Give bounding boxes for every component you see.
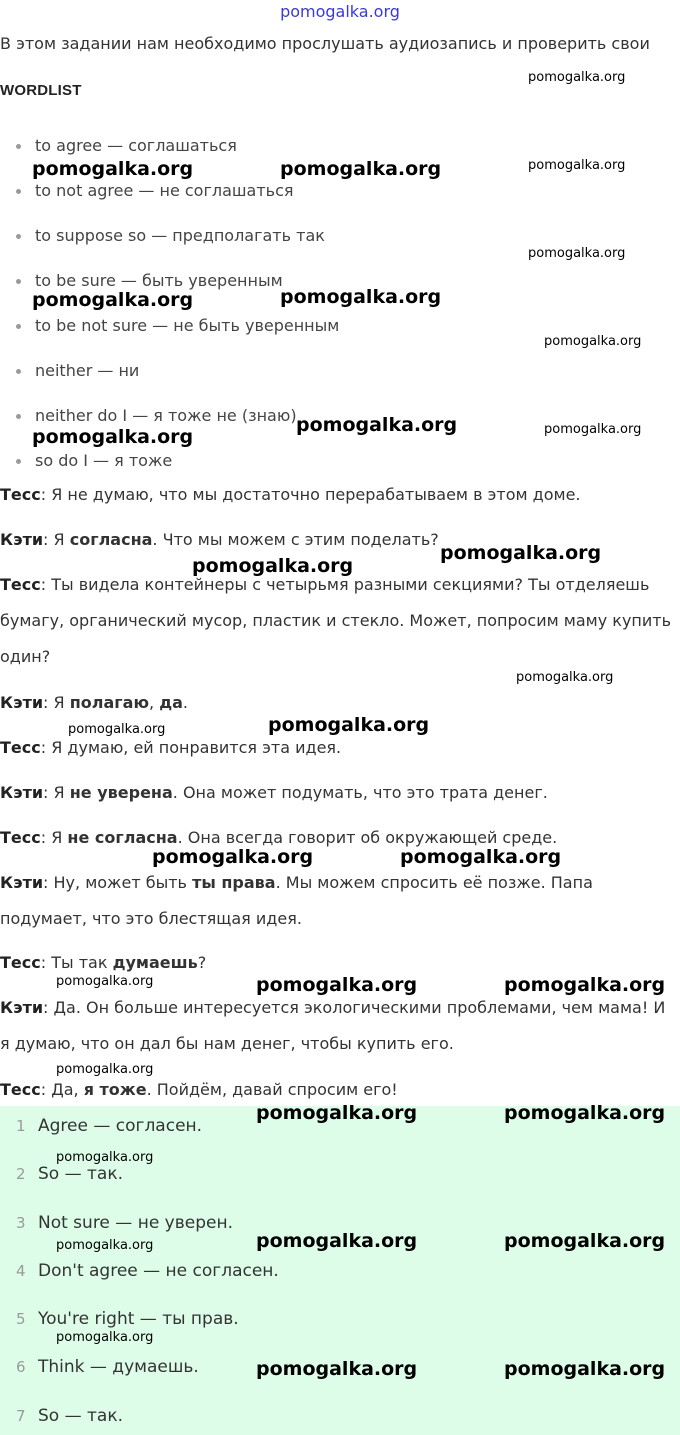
watermark: pomogalka.org: [56, 1330, 154, 1345]
dialogue-text: : Я: [40, 828, 68, 847]
bullet-dot-icon: [16, 234, 21, 239]
answer-number: 3: [16, 1214, 26, 1232]
answer-item: [16, 1357, 199, 1377]
answer-item: [16, 1261, 279, 1281]
highlighted-phrase: не уверена: [69, 783, 173, 802]
watermark: pomogalka.org: [256, 1358, 418, 1380]
watermark: pomogalka.org: [528, 246, 626, 261]
dialogue-text: : Я: [43, 693, 70, 712]
dialogue-text: . Она может подумать, что это трата денег.: [172, 783, 548, 802]
watermark: pomogalka.org: [280, 286, 442, 308]
watermark: pomogalka.org: [56, 1150, 154, 1165]
bullet-dot-icon: [16, 414, 21, 419]
watermark: pomogalka.org: [400, 846, 562, 868]
dialogue-line: [0, 477, 676, 513]
highlighted-phrase: да: [159, 693, 183, 712]
answer-number: 5: [16, 1310, 26, 1328]
dialogue-text: : Я: [43, 783, 70, 802]
intro-text: В этом задании нам необходимо прослушать аудиозапись и проверить свои: [0, 34, 650, 53]
dialogue-text: : Я не думаю, что мы достаточно перерабатываем в этом доме.: [40, 485, 581, 504]
highlighted-phrase: я тоже: [83, 1080, 147, 1099]
watermark: pomogalka.org: [56, 1062, 154, 1077]
wordlist-item: [16, 181, 294, 200]
answer-item: [16, 1164, 123, 1184]
watermark: pomogalka.org: [528, 70, 626, 85]
watermark: pomogalka.org: [256, 1230, 418, 1252]
answer-number: 7: [16, 1407, 26, 1425]
answer-item: [16, 1406, 123, 1426]
wordlist-item: [16, 226, 325, 245]
bullet-dot-icon: [16, 459, 21, 464]
highlighted-phrase: согласна: [69, 530, 153, 549]
answer-number: 1: [16, 1117, 26, 1135]
wordlist-item-text: to not agree — не соглашаться: [35, 181, 294, 200]
highlighted-phrase: ты права: [192, 873, 276, 892]
answer-text: Don't agree — не согласен.: [38, 1261, 279, 1281]
watermark: pomogalka.org: [56, 974, 154, 989]
watermark: pomogalka.org: [504, 974, 666, 996]
watermark: pomogalka.org: [504, 1230, 666, 1252]
bullet-dot-icon: [16, 324, 21, 329]
answer-text: So — так.: [38, 1406, 123, 1426]
dialogue-text: : Ты видела контейнеры с четырьмя разными секциями? Ты отделяешь бумагу, органический мусор, пластик и стекло. Может, попросим маму купить один?: [0, 575, 672, 666]
watermark: pomogalka.org: [256, 974, 418, 996]
answer-text: Agree — согласен.: [38, 1116, 203, 1136]
watermark: pomogalka.org: [56, 1238, 154, 1253]
answer-text: Not sure — не уверен.: [38, 1213, 233, 1233]
wordlist-item-text: to suppose so — предполагать так: [35, 226, 325, 245]
wordlist-item: [16, 451, 172, 470]
speaker-name: Тесс: [0, 575, 41, 594]
watermark: pomogalka.org: [280, 158, 442, 180]
dialogue-text: . Мы можем спросить её позже. Папа подумает, что это блестящая идея.: [0, 873, 593, 928]
speaker-name: Тесс: [0, 953, 41, 972]
watermark: pomogalka.org: [192, 555, 354, 577]
answer-text: So — так.: [38, 1164, 123, 1184]
watermark: pomogalka.org: [440, 542, 602, 564]
speaker-name: Кэти: [0, 693, 44, 712]
wordlist-item-text: to be not sure — не быть уверенным: [35, 316, 340, 335]
dialogue-text: ?: [197, 953, 207, 972]
watermark: pomogalka.org: [544, 334, 642, 349]
dialogue-text: : Я думаю, ей понравится эта идея.: [40, 738, 342, 757]
speaker-name: Тесс: [0, 738, 41, 757]
dialogue-text: ,: [149, 693, 160, 712]
dialogue-line: [0, 775, 676, 811]
watermark: pomogalka.org: [504, 1358, 666, 1380]
dialogue-text: .: [182, 693, 188, 712]
dialogue-text: . Что мы можем с этим поделать?: [152, 530, 439, 549]
watermark: pomogalka.org: [544, 422, 642, 437]
wordlist-item: [16, 271, 283, 290]
wordlist-item-text: so do I — я тоже: [35, 451, 173, 470]
speaker-name: Тесс: [0, 1080, 41, 1099]
highlighted-phrase: полагаю: [69, 693, 150, 712]
dialogue-text: . Она всегда говорит об окружающей среде.: [177, 828, 558, 847]
wordlist-item: [16, 361, 139, 380]
watermark: pomogalka.org: [528, 158, 626, 173]
highlighted-phrase: не согласна: [67, 828, 178, 847]
watermark: pomogalka.org: [268, 714, 430, 736]
answer-item: [16, 1309, 239, 1329]
watermark: pomogalka.org: [516, 670, 614, 685]
dialogue-line: [0, 865, 676, 937]
dialogue-text: : Я: [43, 530, 70, 549]
watermark: pomogalka.org: [256, 1102, 418, 1124]
answer-text: Think — думаешь.: [38, 1357, 199, 1377]
speaker-name: Кэти: [0, 783, 44, 802]
wordlist-item-text: neither — ни: [35, 361, 140, 380]
wordlist-item-text: neither do I — я тоже не (знаю): [35, 406, 297, 425]
wordlist-item: [16, 136, 237, 155]
answer-number: 6: [16, 1358, 26, 1376]
dialogue-text: : Да,: [40, 1080, 84, 1099]
watermark: pomogalka.org: [152, 846, 314, 868]
dialogue-text: : Ну, может быть: [43, 873, 193, 892]
answer-text: You're right — ты прав.: [38, 1309, 239, 1329]
bullet-dot-icon: [16, 189, 21, 194]
wordlist-item: [16, 406, 297, 425]
dialogue-line: [0, 567, 676, 675]
watermark: pomogalka.org: [32, 158, 194, 180]
watermark: pomogalka.org: [32, 426, 194, 448]
highlighted-phrase: думаешь: [112, 953, 198, 972]
dialogue-text: : Ты так: [40, 953, 113, 972]
watermark: pomogalka.org: [504, 1102, 666, 1124]
bullet-dot-icon: [16, 369, 21, 374]
bullet-dot-icon: [16, 279, 21, 284]
dialogue-text: : Да. Он больше интересуется экологическими проблемами, чем мама! И я думаю, что он дал бы нам денег, чтобы купить его.: [0, 998, 666, 1053]
watermark: pomogalka.org: [296, 414, 458, 436]
dialogue-line: [0, 820, 676, 856]
speaker-name: Кэти: [0, 873, 44, 892]
speaker-name: Тесс: [0, 828, 41, 847]
watermark: pomogalka.org: [68, 722, 166, 737]
answer-number: 4: [16, 1262, 26, 1280]
wordlist-item-text: to agree — соглашаться: [35, 136, 237, 155]
answer-number: 2: [16, 1165, 26, 1183]
dialogue-text: . Пойдём, давай спросим его!: [146, 1080, 398, 1099]
answer-item: [16, 1213, 233, 1233]
speaker-name: Тесс: [0, 485, 41, 504]
speaker-name: Кэти: [0, 998, 44, 1017]
wordlist-item-text: to be sure — быть уверенным: [35, 271, 283, 290]
watermark: pomogalka.org: [32, 289, 194, 311]
wordlist-title: WORDLIST: [0, 82, 82, 99]
site-header-watermark[interactable]: pomogalka.org: [280, 2, 400, 21]
dialogue-line: [0, 990, 676, 1062]
wordlist-item: [16, 316, 339, 335]
bullet-dot-icon: [16, 144, 21, 149]
speaker-name: Кэти: [0, 530, 44, 549]
answer-item: [16, 1116, 202, 1136]
